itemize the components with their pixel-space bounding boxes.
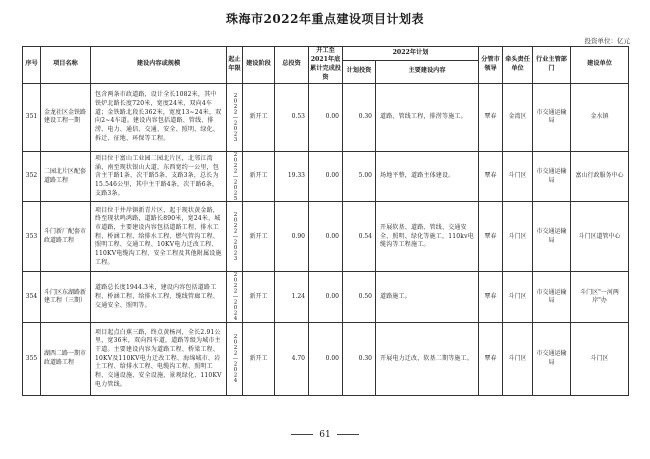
cell-total: 19.33: [275, 151, 309, 202]
footer-dash-right: [337, 434, 359, 435]
cell-total: 4.70: [275, 322, 309, 395]
cell-seq: 351: [23, 83, 41, 151]
cell-leader: 覃春: [479, 322, 503, 395]
cell-resp: 斗门区: [503, 202, 533, 272]
cell-leader: 覃春: [479, 202, 503, 272]
cell-seq: 354: [23, 272, 41, 323]
cell-plan-invest: 0.54: [343, 202, 376, 272]
cell-stage: 新开工: [243, 83, 275, 151]
cell-stage: 新开工: [243, 202, 275, 272]
cell-years: 2022—2023: [227, 83, 243, 151]
cell-resp: 斗门区: [503, 151, 533, 202]
page-number: 61: [319, 430, 331, 440]
header-leader: 分管市领导: [479, 47, 503, 84]
header-resp: 牵头责任单位: [503, 47, 533, 84]
cell-stage: 新开工: [243, 322, 275, 395]
cell-total: 1.24: [275, 272, 309, 323]
cell-content: 包含两条市政道路，设计全长1082米，其中铁炉北路长度720米，宽度24米，双向4车道；金铁路北段长362米，宽度13~24米，双向2~4车道。建设内容包括道路、管线、排涝、电力、通信、交通、安全、照明、绿化、拆迁、征地、环保等工程。: [91, 83, 227, 151]
cell-years: 2022—2023: [227, 202, 243, 272]
cell-cumulative: 0.00: [309, 151, 343, 202]
cell-seq: 353: [23, 202, 41, 272]
cell-total: 0.53: [275, 83, 309, 151]
cell-stage: 新开工: [243, 151, 275, 202]
cell-resp: 金湾区: [503, 83, 533, 151]
cell-cumulative: 0.00: [309, 272, 343, 323]
cell-dept: 市交通运输局: [533, 202, 571, 272]
page-footer: [0, 430, 650, 440]
cell-content: 项目位于井岸镇新青片区，起于现状黄金路，终至现状鸣鸿路，道路长890米，宽24米，城市道路，主要建设内容包括道路工程、排水工程、桥涵工程、给排水工程、燃气管沟工程、照明工程、交通工程、10KV电力迁改工程、110KV电缆沟工程、安全工程及其他附属设施工程。: [91, 202, 227, 272]
cell-plan-invest: 0.50: [343, 272, 376, 323]
cell-dept: 市交通运输局: [533, 322, 571, 395]
cell-plan-invest: 0.30: [343, 83, 376, 151]
table-row: [23, 202, 629, 272]
cell-cumulative: 0.00: [309, 202, 343, 272]
cell-cumulative: 0.00: [309, 83, 343, 151]
cell-years: 2022—2024: [227, 322, 243, 395]
header-builder: 建设单位: [571, 47, 629, 84]
cell-seq: 355: [23, 322, 41, 395]
header-plan-invest: 计划投资: [343, 60, 376, 83]
table-row: [23, 83, 629, 151]
cell-leader: 覃春: [479, 151, 503, 202]
table-row: [23, 272, 629, 323]
cell-total: 0.90: [275, 202, 309, 272]
cell-resp: 斗门区: [503, 272, 533, 323]
cell-builder: 斗门区: [571, 322, 629, 395]
unit-label: 投资单位：亿元: [584, 37, 630, 45]
cell-plan-invest: 5.00: [343, 151, 376, 202]
cell-plan-invest: 0.30: [343, 322, 376, 395]
cell-years: 2022—2024: [227, 272, 243, 323]
cell-dept: 市交通运输局: [533, 151, 571, 202]
cell-builder: 斗门区道管中心: [571, 202, 629, 272]
cell-plan-content: 道路、管线工程，排涝等施工。: [376, 83, 479, 151]
cell-name: 湖西二路一期市政道路工程: [41, 322, 91, 395]
cell-cumulative: 0.00: [309, 322, 343, 395]
cell-builder: 富山行政服务中心: [571, 151, 629, 202]
header-name: 项目名称: [41, 47, 91, 84]
cell-builder: 斗门区"一河两岸"办: [571, 272, 629, 323]
cell-years: 2022—2025: [227, 151, 243, 202]
cell-dept: 市交通运输局: [533, 272, 571, 323]
project-table: [22, 46, 629, 396]
table-row: [23, 151, 629, 202]
header-content: 建设内容或规模: [91, 47, 227, 84]
cell-name: 斗门新厂配套市政道路工程: [41, 202, 91, 272]
page-title: 珠海市2022年重点建设项目计划表: [226, 12, 424, 26]
cell-dept: 市交通运输局: [533, 83, 571, 151]
table-row: [23, 322, 629, 395]
cell-content: 项目起点白蕉三路，终点黄杨河，全长2.91公里，宽36米，双向四车道，道路等级为城市主干道。主要建设内容为道路工程、桥梁工程、10KV及110KV电力迁改工程、海绵城市、岩土工程、给排水工程、电缆沟工程、照明工程、交通设施、安全设施、景观绿化、110KV电力管线。: [91, 322, 227, 395]
cell-name: 斗门区东湖路新建工程（三期）: [41, 272, 91, 323]
cell-plan-content: 场地平整，道路主体建设。: [376, 151, 479, 202]
header-years: 起止年限: [227, 47, 243, 84]
cell-leader: 覃春: [479, 83, 503, 151]
cell-content: 道路总长度1944.3米，建设内容包括道路工程、桥涵工程、给排水工程、缆线管廊工程、交通安全、照明等。: [91, 272, 227, 323]
cell-builder: 金水镇: [571, 83, 629, 151]
header-total: 总投资: [275, 47, 309, 84]
header-cumulative: 开工至2021年底累计完成投资: [309, 47, 343, 84]
cell-content: 项目位于富山工业园二园北片区，北邻江湾涌，南至现状银山大道，东西宽约一公里，包含主干路1条、次干路5条、支路3条，总长为15.546公里，其中主干路4条，次干路6条，支路3条。: [91, 151, 227, 202]
header-stage: 建设阶段: [243, 47, 275, 84]
footer-dash-left: [291, 434, 313, 435]
cell-stage: 新开工: [243, 272, 275, 323]
cell-seq: 352: [23, 151, 41, 202]
header-dept: 行业主管部门: [533, 47, 571, 84]
header-plan-group: 2022年计划: [343, 47, 479, 61]
cell-resp: 斗门区: [503, 322, 533, 395]
cell-name: 金龙社区金铁路建设工程一期: [41, 83, 91, 151]
cell-name: 二园北片区配套道路工程: [41, 151, 91, 202]
cell-plan-content: 道路施工。: [376, 272, 479, 323]
header-seq: 序号: [23, 47, 41, 84]
header-plan-content: 主要建设内容: [376, 60, 479, 83]
cell-plan-content: 开展电力迁改，软基二期等施工。: [376, 322, 479, 395]
cell-plan-content: 开展软基、道路、管线、交通安全、照明、绿化等施工，110kv电缆沟等工程施工。: [376, 202, 479, 272]
cell-leader: 覃春: [479, 272, 503, 323]
